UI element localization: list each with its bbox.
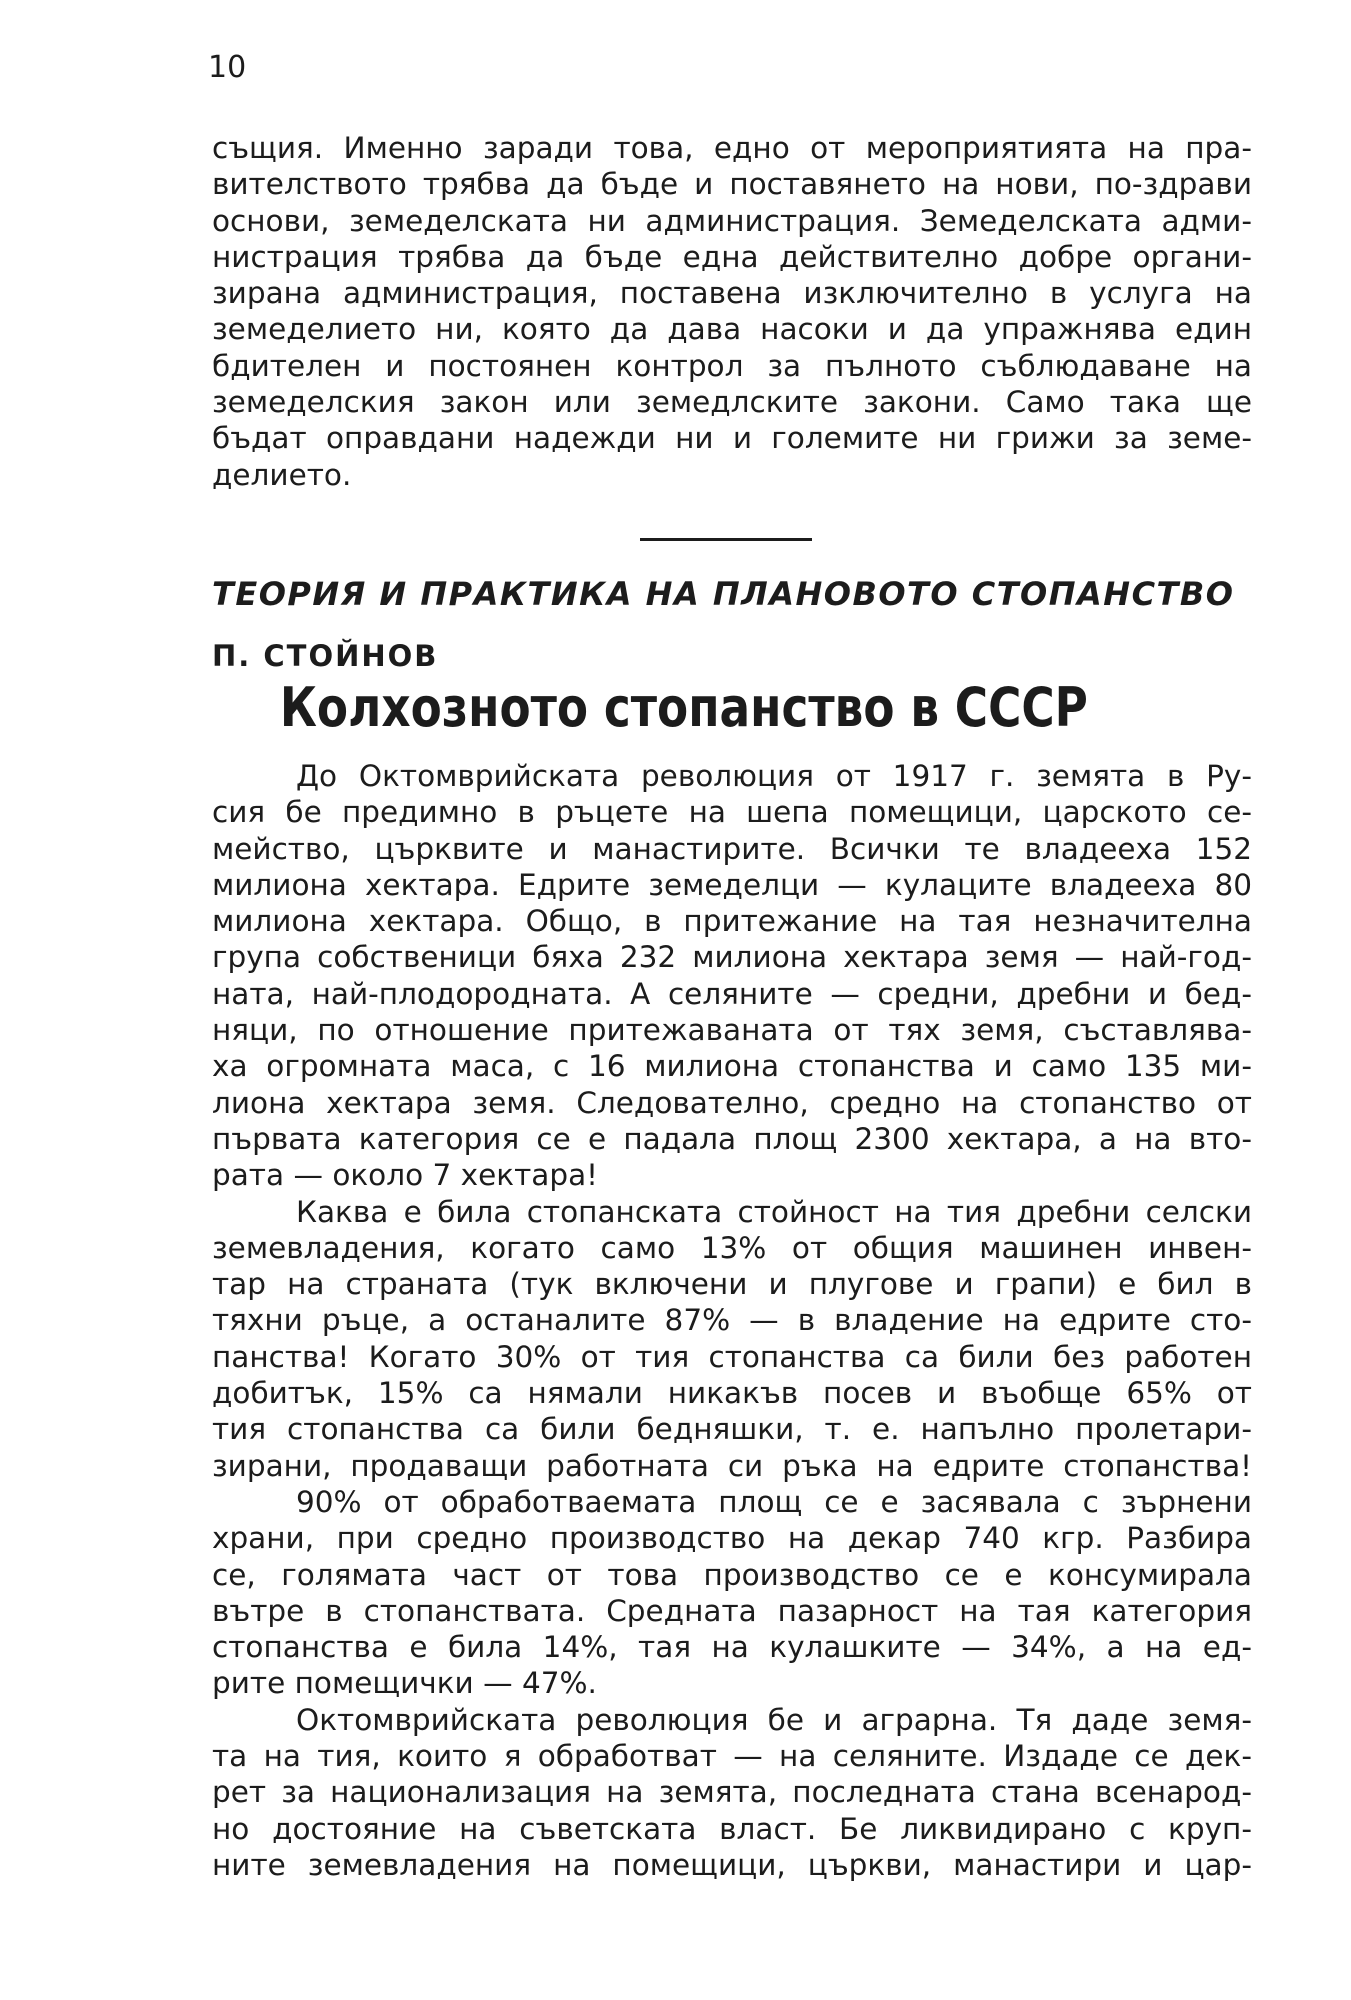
page-number: 10 bbox=[208, 50, 247, 85]
text-line: зирани, продаващи работната си ръка на едрите стопанства! bbox=[212, 1448, 1252, 1483]
text-line: но достояние на съветската власт. Бе ликвидирано с круп- bbox=[212, 1811, 1252, 1846]
text-line: стопанства е била 14%, тая на кулашките — 34%, а на ед- bbox=[212, 1630, 1252, 1665]
text-line: зирана администрация, поставена изключително в услуга на bbox=[212, 276, 1252, 311]
text-line: няци, по отношение притежаваната от тях земя, съставлява- bbox=[212, 1013, 1252, 1048]
text-line: До Октомврийската революция от 1917 г. земята в Ру- bbox=[296, 759, 1252, 793]
article-title: Колхозното стопанство в СССР bbox=[279, 676, 1088, 739]
text-line: основи, земеделската ни администрация. Земеделската адми- bbox=[212, 203, 1252, 238]
text-line: та на тия, които я обработват — на селяните. Издаде се дек- bbox=[212, 1739, 1252, 1774]
text-line: 90% от обработваемата площ се е засявала с зърнени bbox=[296, 1484, 1252, 1519]
text-line: лиона хектара земя. Следователно, средно на стопанство от bbox=[212, 1085, 1252, 1120]
text-line: вителството трябва да бъде и поставянето на нови, по-здрави bbox=[212, 167, 1252, 202]
text-line: рет за национализация на земята, последната стана всенарод- bbox=[212, 1775, 1252, 1810]
text-line: се, голямата част от това производство се е консумирала bbox=[212, 1557, 1252, 1592]
text-line: тар на страната (тук включени и плугове и грапи) е бил в bbox=[212, 1267, 1252, 1302]
text-line: Октомврийската революция бе и аграрна. Тя даде земя- bbox=[296, 1702, 1252, 1737]
section-heading: ТЕОРИЯ И ПРАКТИКА НА ПЛАНОВОТО СТОПАНСТВО bbox=[212, 575, 1235, 613]
text-line: земеделието ни, която да дава насоки и да упражнява един bbox=[212, 312, 1252, 347]
text-line: сия бе предимно в ръцете на шепа помещици, царското се- bbox=[212, 795, 1252, 830]
article-author: П. СТОЙНОВ bbox=[212, 639, 439, 673]
text-line: нистрация трябва да бъде една действително добре органи- bbox=[212, 239, 1252, 274]
text-line: милиона хектара. Едрите земеделци — кулаците владееха 80 bbox=[212, 867, 1252, 902]
text-line: същия. Именно заради това, едно от мероприятията на пра- bbox=[212, 131, 1252, 165]
text-line: ха огромната маса, с 16 милиона стопанства и само 135 ми- bbox=[212, 1049, 1252, 1084]
text-line: вътре в стопанствата. Средната пазарност на тая категория bbox=[212, 1593, 1252, 1628]
text-line: ната, най-плодородната. А селяните — средни, дребни и бед- bbox=[212, 976, 1252, 1011]
text-line: тия стопанства са били бедняшки, т. е. напълно пролетари- bbox=[212, 1412, 1252, 1447]
text-line: рите помещички — 47%. bbox=[212, 1666, 597, 1701]
text-line: бъдат оправдани надежди ни и големите ни грижи за земе- bbox=[212, 421, 1252, 456]
text-line: мейство, църквите и манастирите. Всички те владееха 152 bbox=[212, 831, 1252, 866]
text-line: земеделския закон или земедлските закони. Само така ще bbox=[212, 385, 1252, 420]
text-line: първата категория се е падала площ 2300 хектара, а на вто- bbox=[212, 1121, 1252, 1156]
text-line: делието. bbox=[212, 457, 352, 492]
text-line: милиона хектара. Общо, в притежание на тая незначителна bbox=[212, 904, 1252, 939]
text-line: ните земевладения на помещици, църкви, манастири и цар- bbox=[212, 1847, 1252, 1882]
text-line: група собственици бяха 232 милиона хектара земя — най-год- bbox=[212, 940, 1252, 975]
text-line: тяхни ръце, а останалите 87% — в владение на едрите сто- bbox=[212, 1303, 1252, 1338]
text-line: бдителен и постоянен контрол за пълното съблюдаване на bbox=[212, 348, 1252, 383]
article-body bbox=[212, 758, 1252, 1883]
text-line: панства! Когато 30% от тия стопанства са били без работен bbox=[212, 1339, 1252, 1374]
section-divider bbox=[640, 538, 812, 541]
text-line: храни, при средно производство на декар 740 кгр. Разбира bbox=[212, 1521, 1252, 1556]
text-line: добитък, 15% са нямали никакъв посев и въобще 65% от bbox=[212, 1376, 1252, 1411]
text-line: земевладения, когато само 13% от общия машинен инвен- bbox=[212, 1230, 1252, 1265]
text-line: рата — около 7 хектара! bbox=[212, 1158, 598, 1193]
intro-paragraph bbox=[212, 130, 1252, 493]
text-line: Каква е била стопанската стойност на тия дребни селски bbox=[296, 1194, 1252, 1229]
